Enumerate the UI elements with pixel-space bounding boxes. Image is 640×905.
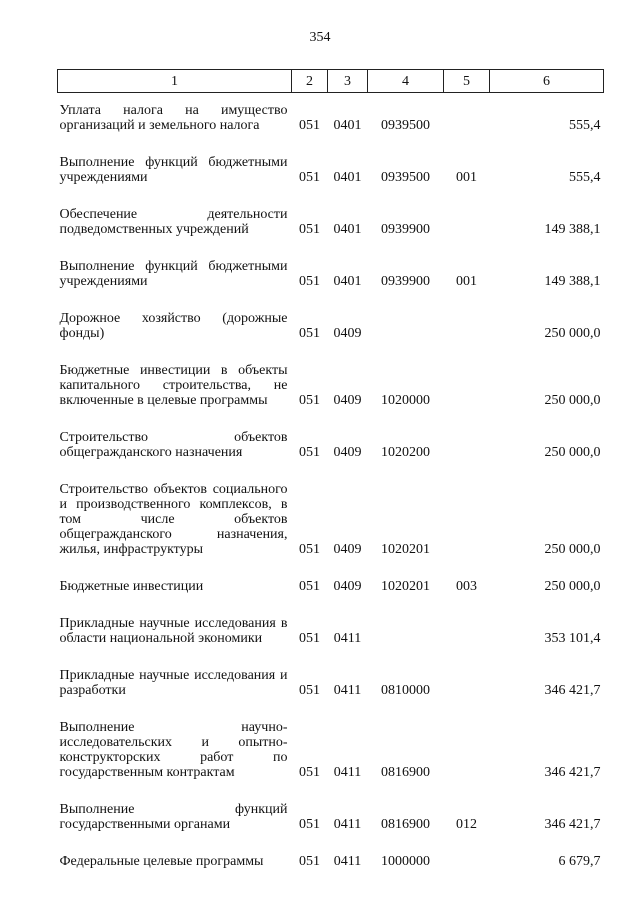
section-code: 0409: [333, 393, 362, 408]
expense-type-code: [444, 363, 490, 430]
target-code: 1000000: [381, 854, 430, 869]
column-header: 5: [444, 70, 490, 93]
ministry-code: 051: [299, 326, 320, 341]
amount-value: 149 388,1: [544, 222, 601, 237]
amount-value: 250 000,0: [544, 393, 601, 408]
expense-type-code: [444, 854, 490, 891]
amount-value: 555,4: [569, 170, 601, 185]
table-row: [58, 363, 604, 430]
row-name: Федеральные целевые программы: [59, 854, 264, 869]
row-name: Уплата налога на имущество организаций и земельного налога: [59, 103, 288, 133]
expense-type-code: [444, 720, 490, 802]
amount-value: 250 000,0: [544, 579, 601, 594]
section-code: 0411: [333, 817, 362, 832]
amount-value: 149 388,1: [544, 274, 601, 289]
page-number: 354: [309, 30, 331, 45]
target-code: 0810000: [381, 683, 430, 698]
row-name: Строительство объектов социального и производственного комплексов, в том числе объектов общегражданского назначения, жилья, инфраструктуры: [59, 482, 288, 557]
column-header: 1: [58, 70, 292, 93]
ministry-code: 051: [299, 118, 320, 133]
row-name: Обеспечение деятельности подведомственных учреждений: [59, 207, 288, 237]
ministry-code: 051: [299, 817, 320, 832]
expense-type-code: 003: [456, 579, 477, 594]
section-code: 0409: [333, 579, 362, 594]
table-row: [58, 668, 604, 720]
row-name: Бюджетные инвестиции: [59, 579, 204, 594]
expense-type-code: [444, 668, 490, 720]
expense-type-code: 012: [456, 817, 477, 832]
column-header: 2: [292, 70, 328, 93]
section-code: 0409: [333, 542, 362, 557]
header-row: [58, 70, 604, 93]
amount-value: 346 421,7: [544, 765, 601, 780]
section-code: 0401: [333, 118, 362, 133]
expense-type-code: 001: [456, 274, 477, 289]
expense-type-code: [444, 93, 490, 156]
row-name: Дорожное хозяйство (дорожные фонды): [59, 311, 288, 341]
target-code: 1020200: [381, 445, 430, 460]
amount-value: 353 101,4: [544, 631, 601, 646]
section-code: 0401: [333, 222, 362, 237]
row-name: Прикладные научные исследования и разработки: [59, 668, 288, 698]
target-code: 0939500: [381, 170, 430, 185]
expense-type-code: [444, 207, 490, 259]
expense-type-code: [444, 430, 490, 482]
target-code: 0939500: [381, 118, 430, 133]
row-name: Прикладные научные исследования в области национальной экономики: [59, 616, 288, 646]
table-row: [58, 430, 604, 482]
budget-table: [57, 69, 604, 891]
expense-type-code: [444, 311, 490, 363]
section-code: 0409: [333, 445, 362, 460]
target-code: 0816900: [381, 817, 430, 832]
section-code: 0411: [333, 854, 362, 869]
row-name: Бюджетные инвестиции в объекты капитального строительства, не включенные в целевые программы: [59, 363, 288, 408]
section-code: 0411: [333, 765, 362, 780]
expense-type-code: [444, 616, 490, 668]
table-row: [58, 616, 604, 668]
ministry-code: 051: [299, 274, 320, 289]
amount-value: 346 421,7: [544, 683, 601, 698]
ministry-code: 051: [299, 631, 320, 646]
target-code: 1020201: [381, 542, 430, 557]
table-row: [58, 207, 604, 259]
table-body: [58, 93, 604, 892]
table-row: [58, 311, 604, 363]
section-code: 0401: [333, 274, 362, 289]
target-code: 0939900: [381, 222, 430, 237]
section-code: 0411: [333, 631, 362, 646]
amount-value: 346 421,7: [544, 817, 601, 832]
table-header: [58, 70, 604, 93]
target-code: [368, 311, 444, 363]
table-row: [58, 579, 604, 616]
amount-value: 250 000,0: [544, 542, 601, 557]
table-row: [58, 259, 604, 311]
ministry-code: 051: [299, 579, 320, 594]
section-code: 0409: [333, 326, 362, 341]
column-header: 3: [328, 70, 368, 93]
amount-value: 250 000,0: [544, 326, 601, 341]
ministry-code: 051: [299, 683, 320, 698]
table-row: [58, 802, 604, 854]
table-row: [58, 155, 604, 207]
row-name: Строительство объектов общегражданского назначения: [59, 430, 288, 460]
section-code: 0401: [333, 170, 362, 185]
ministry-code: 051: [299, 222, 320, 237]
row-name: Выполнение функций бюджетными учреждениями: [59, 155, 288, 185]
table-row: [58, 720, 604, 802]
target-code: 1020201: [381, 579, 430, 594]
section-code: 0411: [333, 683, 362, 698]
ministry-code: 051: [299, 170, 320, 185]
column-header: 6: [490, 70, 604, 93]
ministry-code: 051: [299, 765, 320, 780]
amount-value: 6 679,7: [558, 854, 601, 869]
row-name: Выполнение функций государственными органами: [59, 802, 288, 832]
ministry-code: 051: [299, 393, 320, 408]
column-header: 4: [368, 70, 444, 93]
target-code: [368, 616, 444, 668]
target-code: 0939900: [381, 274, 430, 289]
expense-type-code: 001: [456, 170, 477, 185]
expense-type-code: [444, 482, 490, 579]
ministry-code: 051: [299, 445, 320, 460]
amount-value: 250 000,0: [544, 445, 601, 460]
table-row: [58, 93, 604, 156]
amount-value: 555,4: [569, 118, 601, 133]
target-code: 0816900: [381, 765, 430, 780]
ministry-code: 051: [299, 854, 320, 869]
target-code: 1020000: [381, 393, 430, 408]
row-name: Выполнение функций бюджетными учреждениями: [59, 259, 288, 289]
ministry-code: 051: [299, 542, 320, 557]
table-row: [58, 854, 604, 891]
table-row: [58, 482, 604, 579]
row-name: Выполнение научно-исследовательских и опытно-конструкторских работ по государственным контрактам: [59, 720, 288, 780]
